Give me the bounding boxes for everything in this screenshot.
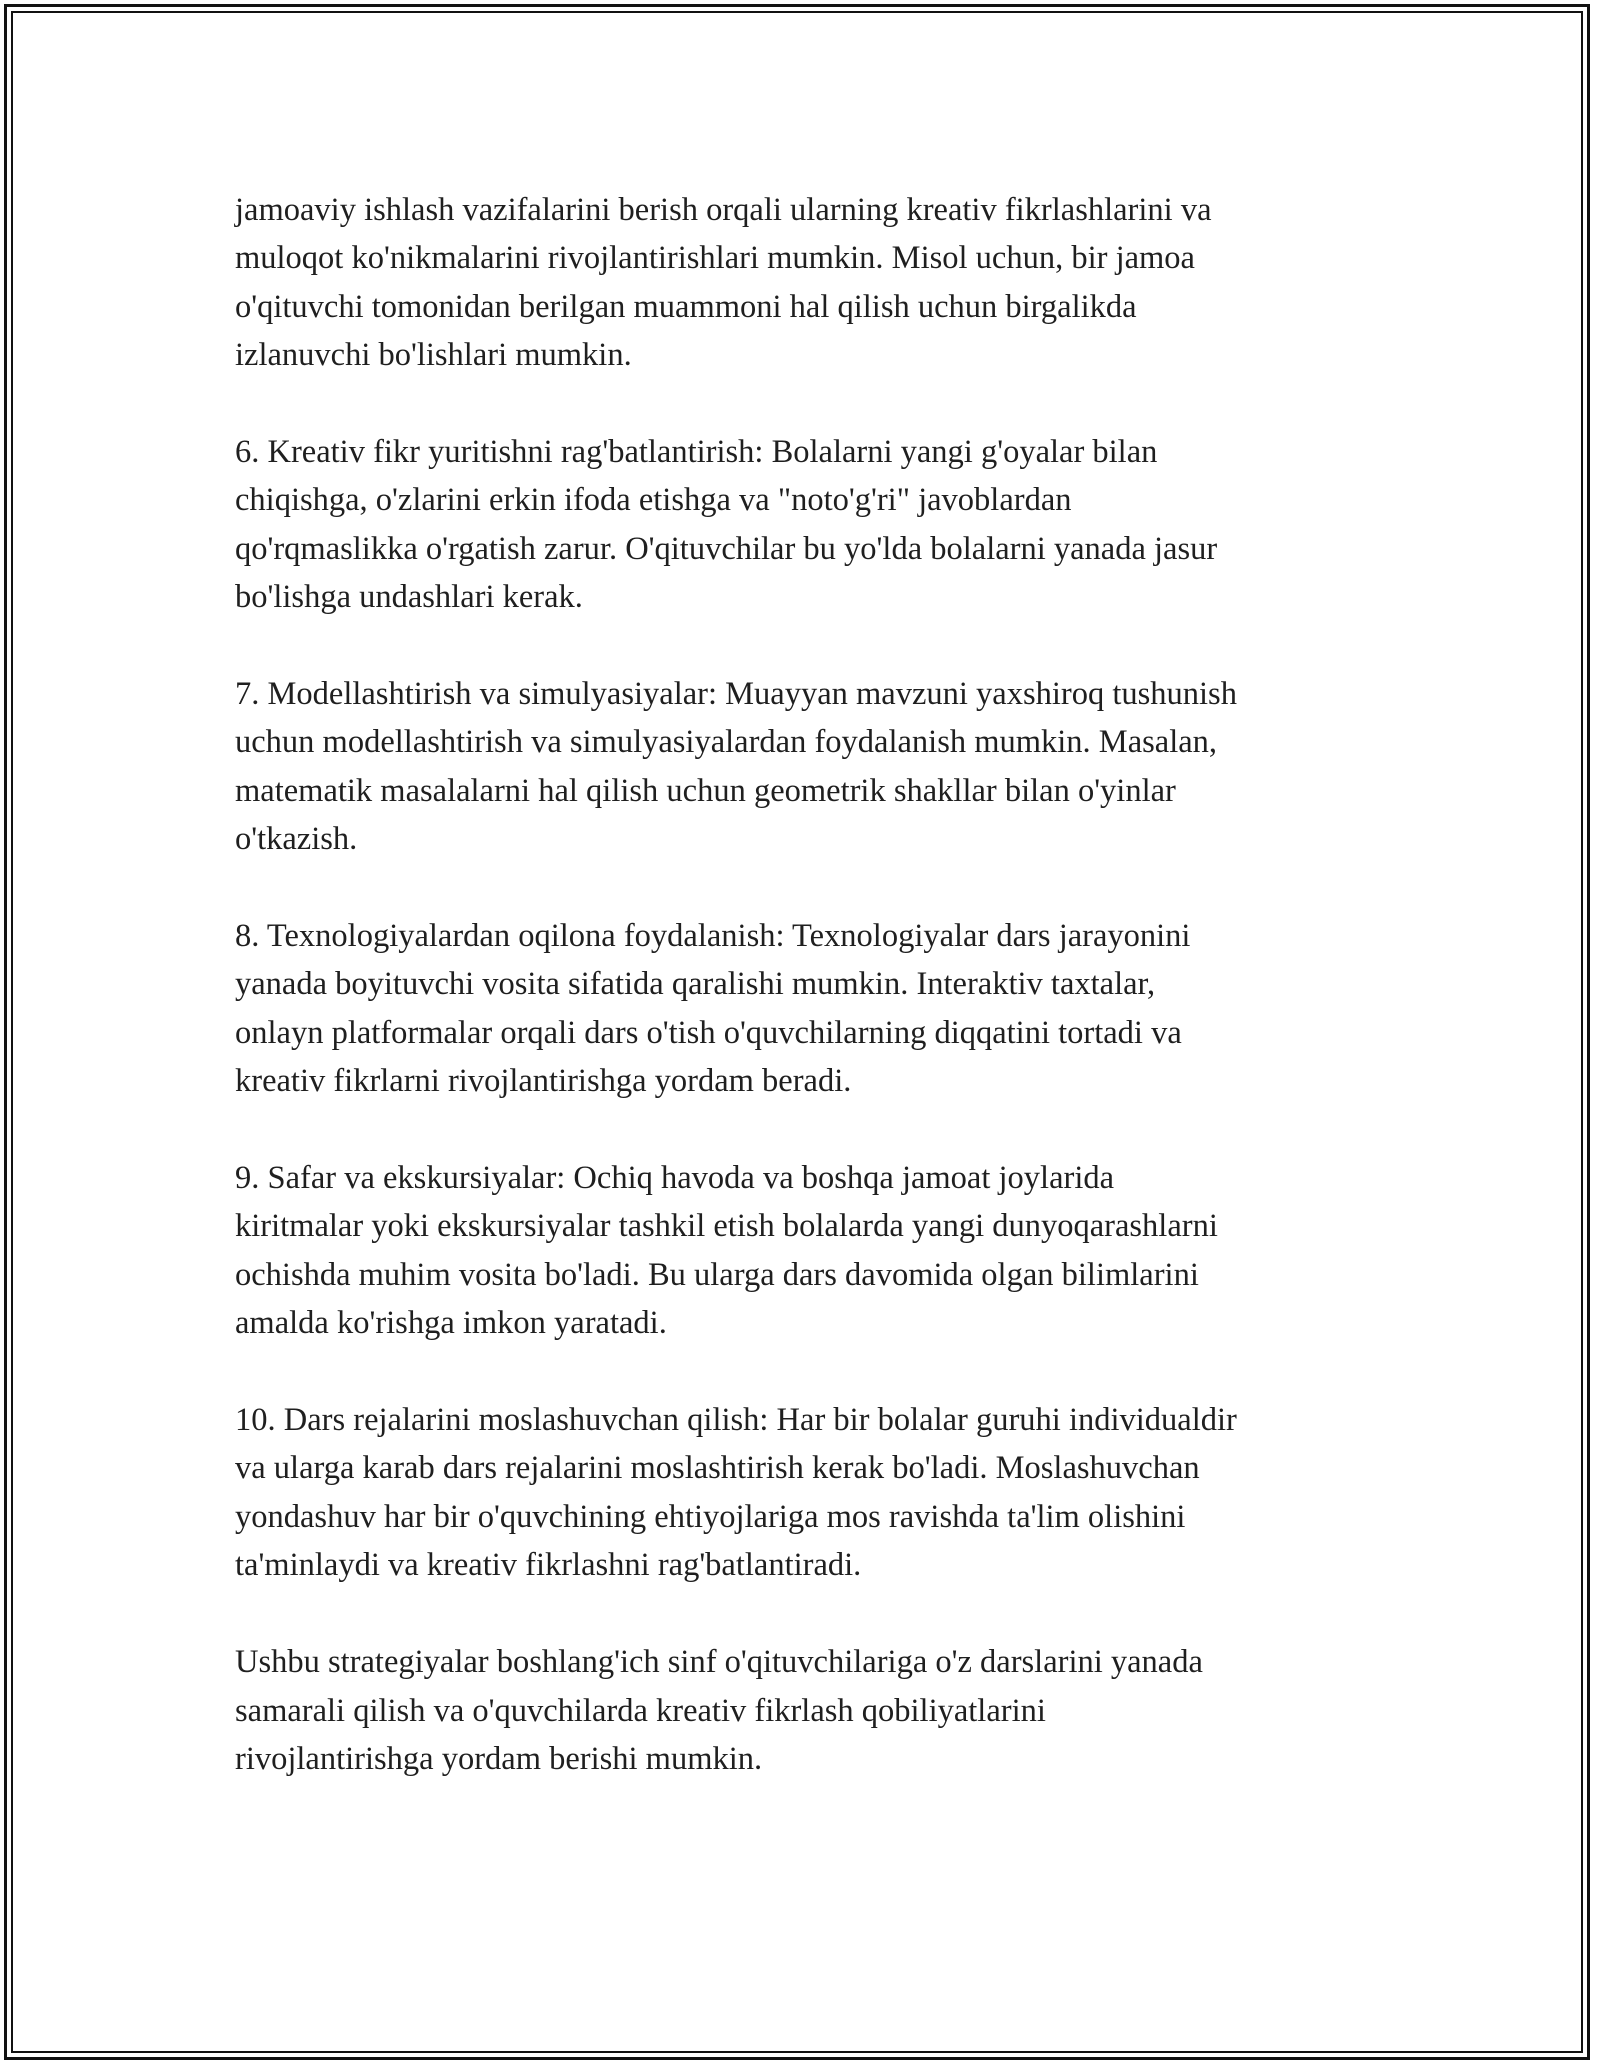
- paragraph-conclusion: Ushbu strategiyalar boshlang'ich sinf o'qituvchilariga o'z darslarini yanada samarali qilish va o'quvchilarda kreativ fikrlash qobiliyatlarini rivojlantirishga yordam berishi mumkin.: [235, 1644, 1203, 1777]
- paragraph-item-10: 10. Dars rejalarini moslashuvchan qilish: Har bir bolalar guruhi individualdir va ularga karab dars rejalarini moslashtirish kerak bo'ladi. Moslashuvchan yondashuv har bir o'quvchining ehtiyojlariga mos ravishda ta'lim olishini ta'minlaydi va kreativ fikrlashni rag'batlantiradi.: [235, 1402, 1237, 1584]
- paragraph-item-8: 8. Texnologiyalardan oqilona foydalanish: Texnologiyalar dars jarayonini yanada boyituvchi vosita sifatida qaralishi mumkin. Interaktiv taxtalar, onlayn platformalar orqali dars o'tish o'quvchilarning diqqatini tortadi va kreativ fikrlarni rivojlantirishga yordam beradi.: [235, 918, 1191, 1100]
- paragraph-item-9: 9. Safar va ekskursiyalar: Ochiq havoda va boshqa jamoat joylarida kiritmalar yoki ekskursiyalar tashkil etish bolalarda yangi dunyoqarashlarni ochishda muhim vosita bo'ladi. Bu ularga dars davomida olgan bilimlarini amalda ko'rishga imkon yaratadi.: [235, 1160, 1218, 1342]
- document-body: [235, 186, 1375, 1783]
- paragraph-item-7: 7. Modellashtirish va simulyasiyalar: Muayyan mavzuni yaxshiroq tushunish uchun modellashtirish va simulyasiyalardan foydalanish mumkin. Masalan, matematik masalalarni hal qilish uchun geometrik shakllar bilan o'yinlar o'tkazish.: [235, 676, 1237, 858]
- paragraph-intro-continuation: jamoaviy ishlash vazifalarini berish orqali ularning kreativ fikrlashlarini va muloqot ko'nikmalarini rivojlantirishlari mumkin. Misol uchun, bir jamoa o'qituvchi tomonidan berilgan muammoni hal qilish uchun birgalikda izlanuvchi bo'lishlari mumkin.: [235, 192, 1212, 374]
- paragraph-item-6: 6. Kreativ fikr yuritishni rag'batlantirish: Bolalarni yangi g'oyalar bilan chiqishga, o'zlarini erkin ifoda etishga va "noto'g'ri" javoblardan qo'rqmaslikka o'rgatish zarur. O'qituvchilar bu yo'lda bolalarni yanada jasur bo'lishga undashlari kerak.: [235, 434, 1218, 616]
